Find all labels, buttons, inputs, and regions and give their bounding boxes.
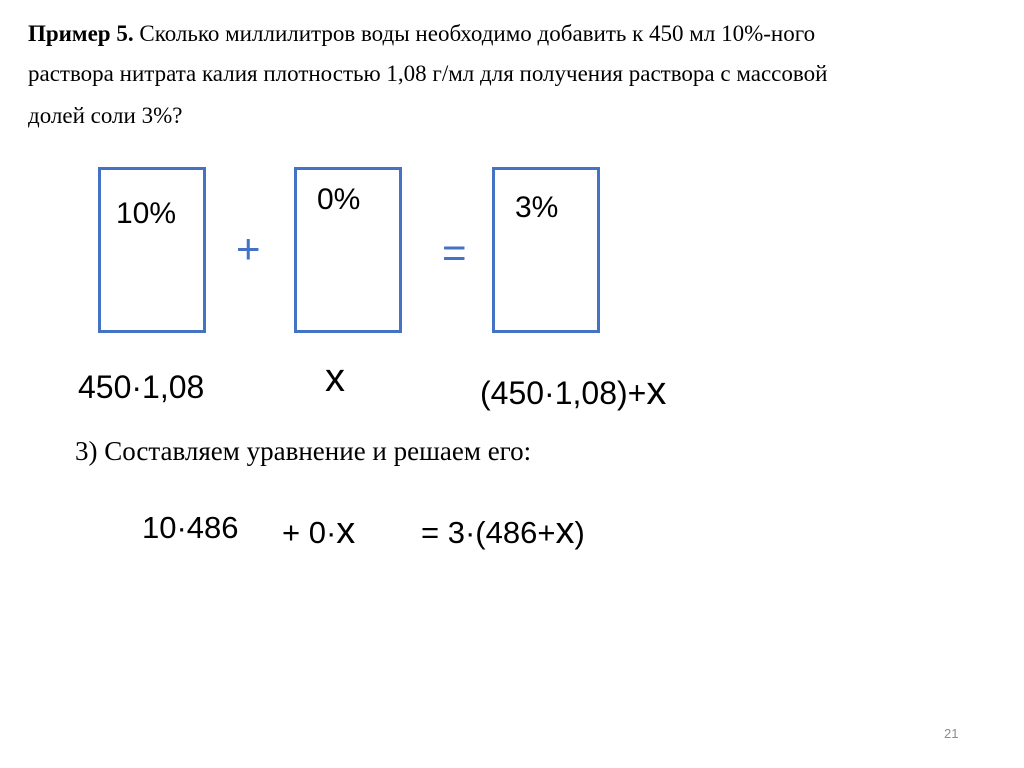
solution-box-2-label: 0% — [317, 183, 361, 216]
equation-middle-coef: + 0· — [282, 515, 337, 550]
step-3-heading: 3) Составляем уравнение и решаем его: — [75, 436, 532, 466]
problem-line-1-text: Сколько миллилитров воды необходимо добавить к 450 мл 10%-ного — [133, 21, 816, 46]
equation-middle-var: x — [336, 510, 356, 552]
solution-box-3-label: 3% — [515, 191, 559, 224]
mass-second: x — [325, 356, 345, 400]
equation-right-close: ) — [574, 515, 585, 550]
mass-third-var: x — [646, 369, 667, 413]
problem-line-3: долей соли 3%? — [28, 103, 183, 128]
mass-third-expr: (450·1,08)+ — [480, 375, 647, 411]
mass-first: 450·1,08 — [78, 369, 205, 405]
solution-box-1-label: 10% — [116, 197, 177, 230]
equation-right — [421, 512, 585, 550]
problem-line-1 — [28, 22, 815, 45]
equation-right-var: x — [555, 510, 575, 552]
equals-sign: = — [442, 229, 467, 276]
example-label: Пример 5. — [28, 21, 134, 46]
equation-middle — [282, 512, 355, 550]
equation-left: 10·486 — [142, 510, 239, 545]
equation-right-expr: = 3·(486+ — [421, 515, 556, 550]
mass-third — [480, 371, 666, 411]
problem-line-2: раствора нитрата калия плотностью 1,08 г/мл для получения раствора с массовой — [28, 61, 828, 86]
page-number: 21 — [944, 726, 959, 741]
solution-box-1 — [98, 167, 206, 333]
plus-sign: + — [236, 225, 261, 272]
